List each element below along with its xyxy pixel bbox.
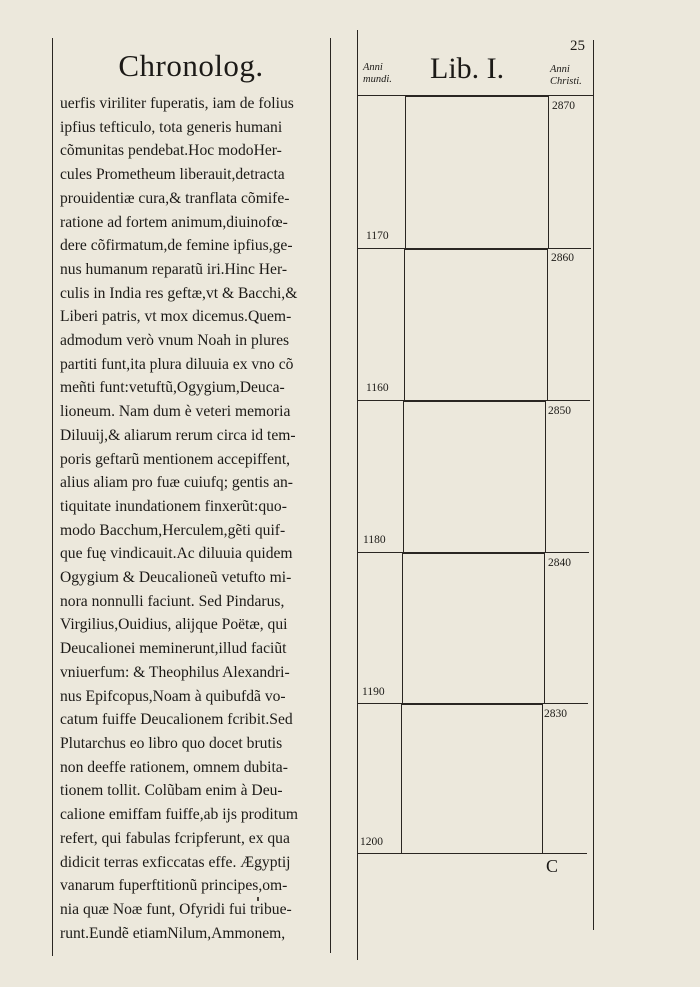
- text-line: nus humanum reparatũ iri.Hinc Her-: [60, 260, 288, 278]
- header-book-number: Lib. I.: [430, 52, 505, 85]
- running-head: Chronolog.: [118, 48, 264, 83]
- text-line: Liberi patris, vt mox dicemus.Quem-: [60, 308, 292, 326]
- body-text: [60, 92, 328, 945]
- header-anni-christi-line2: Christi.: [550, 76, 582, 87]
- table-rule-left: [357, 30, 358, 960]
- text-line: Virgilius,Ouidius, alijque Poëtæ, qui: [60, 616, 288, 634]
- text-line: cules Prometheum liberauit,detracta: [60, 166, 285, 184]
- text-line: refert, qui fabulas fcripferunt, ex qua: [60, 829, 290, 847]
- text-line: nia quæ Noæ funt, Ofyridi fui tribue-: [60, 900, 292, 918]
- year-mundi: 1190: [362, 686, 385, 698]
- year-mundi: 1200: [360, 836, 383, 848]
- signature-mark: C: [546, 856, 559, 876]
- year-christi: 2840: [548, 557, 571, 569]
- text-line: lioneum. Nam dum è veteri memoria: [60, 403, 291, 421]
- left-column-rule-left: [52, 38, 53, 956]
- text-line: prouidentiæ cura,& tranflata cõmife-: [60, 189, 290, 207]
- text-line: tionem tollit. Colũbam enim à Deu-: [60, 782, 283, 800]
- text-line: Deucalionei meminerunt,illud faciũt: [60, 640, 287, 658]
- table-blank-cell: [405, 96, 549, 249]
- text-line: poris geftarũ mentionem accepiffent,: [60, 450, 291, 468]
- text-line: tiquitate inundationem finxerũt:quo-: [60, 497, 287, 515]
- year-mundi: 1170: [366, 230, 389, 242]
- text-line: admodum verò vnum Noah in plures: [60, 332, 290, 350]
- header-anni-christi: [550, 64, 594, 88]
- table-blank-cell: [403, 401, 546, 553]
- header-anni-christi-line1: Anni: [550, 64, 570, 75]
- text-line: ipfius tefticulo, tota generis humani: [60, 118, 283, 136]
- year-christi: 2830: [544, 708, 567, 720]
- text-line: nora nonnulli faciunt. Sed Pindarus,: [60, 592, 285, 610]
- text-line: dere cõfirmatum,de femine ipfius,ge-: [60, 237, 293, 255]
- text-line: non deeffe rationem, omnem dubita-: [60, 758, 288, 776]
- header-anni-mundi-line1: Anni: [363, 62, 383, 73]
- text-line: vniuerfum: & Theophilus Alexandri-: [60, 663, 290, 681]
- text-line: meñti funt:vetuftũ,Ogygium,Deuca-: [60, 379, 285, 397]
- table-blank-cell: [401, 704, 543, 854]
- year-christi: 2860: [551, 252, 574, 264]
- year-christi: 2870: [552, 100, 575, 112]
- folio-number: 25: [570, 38, 585, 54]
- text-line: runt.Eundẽ etiamNilum,Ammonem,: [60, 924, 286, 942]
- table-rule-right: [593, 40, 594, 930]
- year-christi: 2850: [548, 405, 571, 417]
- text-line: vanarum fuperftitionũ principes,om-: [60, 877, 288, 895]
- table-blank-cell: [404, 249, 548, 401]
- text-line: uerfis viriliter fuperatis, iam de folius: [60, 95, 294, 112]
- header-anni-mundi: [363, 62, 407, 86]
- text-line: partiti funt,ita plura diluuia ex vno cõ: [60, 355, 294, 373]
- ink-speck: [257, 897, 259, 901]
- text-line: Diluuij,& aliarum rerum circa id tem-: [60, 426, 296, 444]
- header-anni-mundi-line2: mundi.: [363, 74, 392, 85]
- text-line: catum fuiffe Deucalionem fcribit.Sed: [60, 711, 293, 729]
- text-line: nus Epifcopus,Noam à quibufdã vo-: [60, 687, 286, 705]
- text-line: Ogygium & Deucalioneũ vetufto mi-: [60, 569, 292, 587]
- text-line: calione emiffam fuiffe,ab ijs proditum: [60, 806, 299, 824]
- text-line: alius aliam pro fuæ cuiufq; gentis an-: [60, 474, 293, 492]
- text-line: que fuę vindicauit.Ac diluuia quidem: [60, 545, 293, 563]
- text-line: modo Bacchum,Herculem,gẽti quif-: [60, 521, 286, 539]
- year-mundi: 1180: [363, 534, 386, 546]
- table-blank-cell: [402, 553, 545, 704]
- text-line: cõmunitas pendebat.Hoc modoHer-: [60, 142, 282, 160]
- text-line: ratione ad fortem animum,diuinofœ-: [60, 213, 288, 231]
- text-line: Plutarchus eo libro quo docet brutis: [60, 734, 283, 752]
- year-mundi: 1160: [366, 382, 389, 394]
- text-line: culis in India res geftæ,vt & Bacchi,&: [60, 284, 298, 302]
- text-line: didicit terras exficcatas effe. Ægyptij: [60, 853, 291, 871]
- left-column-rule-right: [330, 38, 331, 953]
